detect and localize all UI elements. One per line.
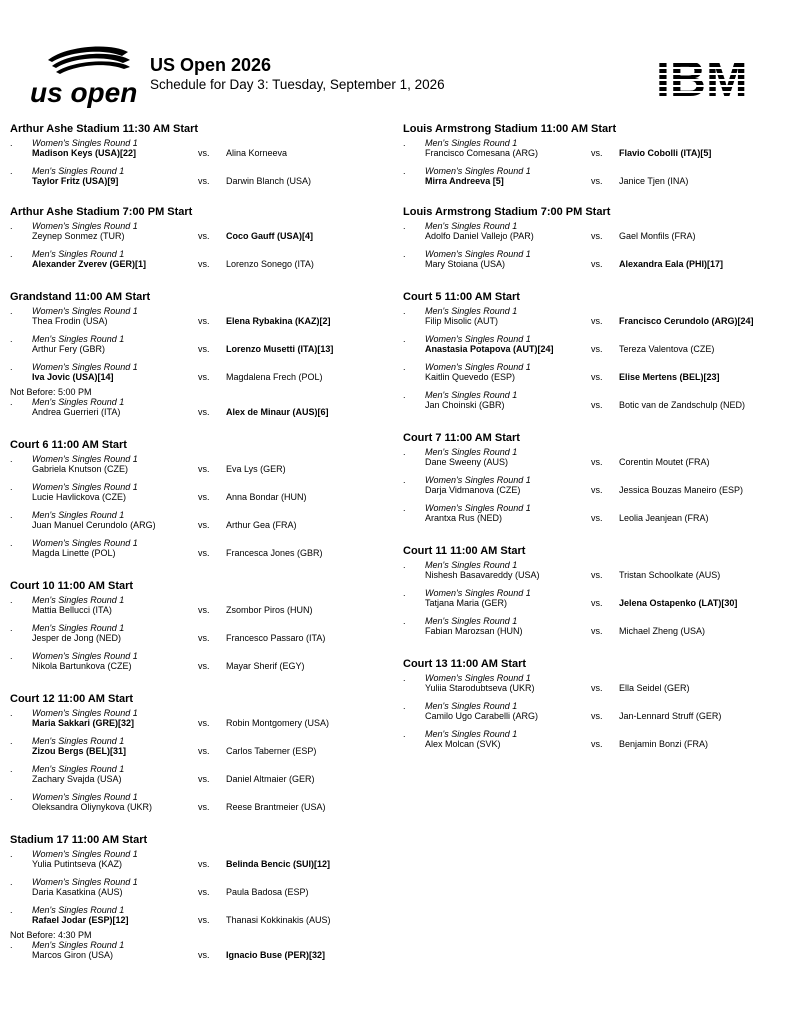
player-one: Iva Jovic (USA)[14] [32,372,114,382]
bullet: . [10,595,13,605]
bullet: . [403,362,406,372]
player-one: Nikola Bartunkova (CZE) [32,661,132,671]
event-name: Men's Singles Round 1 [425,390,518,400]
court-section [10,289,395,425]
player-two: Jessica Bouzas Maneiro (ESP) [619,485,744,495]
bullet: . [10,249,13,259]
court-section [10,691,395,820]
court-section [403,204,788,277]
player-two: Anna Bondar (HUN) [226,492,307,502]
versus-label: vs. [198,859,210,869]
player-two: Tereza Valentova (CZE) [619,344,715,354]
player-one: Darja Vidmanova (CZE) [425,485,521,495]
match-row [10,166,395,194]
player-one: Tatjana Maria (GER) [425,598,508,608]
player-two: Benjamin Bonzi (FRA) [619,739,709,749]
court-title: Court 7 11:00 AM Start [403,432,520,444]
event-name: Men's Singles Round 1 [425,447,518,457]
player-one: Thea Frodin (USA) [32,316,108,326]
player-two: Darwin Blanch (USA) [226,176,312,186]
match-row [10,334,395,362]
match-row [403,447,788,475]
match-row [403,221,788,249]
event-name: Women's Singles Round 1 [32,538,138,548]
match-row [10,651,395,679]
match-row [10,482,395,510]
versus-label: vs. [198,950,210,960]
ibm-logo [656,52,766,100]
us-open-logo [30,38,142,108]
match-row [10,708,395,736]
player-two: Botic van de Zandschulp (NED) [619,400,746,410]
bullet: . [10,306,13,316]
player-two: Francesca Jones (GBR) [226,548,323,558]
not-before-note: Not Before: 4:30 PM [10,930,92,940]
bullet: . [403,560,406,570]
match-row [403,560,788,588]
player-one: Rafael Jodar (ESP)[12] [32,915,129,925]
match-row [403,503,788,531]
event-name: Men's Singles Round 1 [425,138,518,148]
match-row [10,940,395,968]
bullet: . [10,623,13,633]
player-two: Zsombor Piros (HUN) [226,605,313,615]
match-row [10,362,395,390]
versus-label: vs. [198,464,210,474]
page-title: US Open 2026 [150,55,272,75]
court-section [10,121,395,194]
court-title: Arthur Ashe Stadium 11:30 AM Start [10,123,199,135]
bullet: . [10,166,13,176]
court-section [10,578,395,679]
player-two: Jan-Lennard Struff (GER) [619,711,722,721]
event-name: Women's Singles Round 1 [425,166,531,176]
event-name: Men's Singles Round 1 [32,905,125,915]
event-name: Men's Singles Round 1 [32,940,125,950]
player-two: Paula Badosa (ESP) [226,887,309,897]
player-two: Ignacio Buse (PER)[32] [226,950,326,960]
versus-label: vs. [591,231,603,241]
event-name: Men's Singles Round 1 [32,334,125,344]
match-row [10,595,395,623]
player-one: Daria Kasatkina (AUS) [32,887,123,897]
event-name: Men's Singles Round 1 [32,764,125,774]
versus-label: vs. [198,372,210,382]
player-two: Belinda Bencic (SUI)[12] [226,859,331,869]
player-one: Jan Choinski (GBR) [425,400,505,410]
bullet: . [403,729,406,739]
bullet: . [403,390,406,400]
bullet: . [10,538,13,548]
player-one: Andrea Guerrieri (ITA) [32,407,121,417]
versus-label: vs. [198,661,210,671]
match-row [10,306,395,334]
versus-label: vs. [198,633,210,643]
bullet: . [10,849,13,859]
player-two: Robin Montgomery (USA) [226,718,330,728]
svg-text:us open: us open [30,77,138,108]
match-row [403,588,788,616]
player-one: Maria Sakkari (GRE)[32] [32,718,135,728]
bullet: . [403,138,406,148]
court-section [403,289,788,418]
player-two: Corentin Moutet (FRA) [619,457,710,467]
court-section [403,121,788,194]
bullet: . [10,334,13,344]
player-one: Francisco Comesana (ARG) [425,148,539,158]
versus-label: vs. [198,231,210,241]
player-one: Fabian Marozsan (HUN) [425,626,523,636]
bullet: . [10,221,13,231]
player-one: Yuliia Starodubtseva (UKR) [425,683,535,693]
versus-label: vs. [198,887,210,897]
player-one: Kaitlin Quevedo (ESP) [425,372,516,382]
court-title: Louis Armstrong Stadium 7:00 PM Start [403,206,611,218]
bullet: . [403,249,406,259]
versus-label: vs. [591,457,603,467]
bullet: . [403,306,406,316]
bullet: . [10,792,13,802]
event-name: Men's Singles Round 1 [32,166,125,176]
bullet: . [10,454,13,464]
page-subtitle: Schedule for Day 3: Tuesday, September 1, 2026 [150,77,445,92]
versus-label: vs. [591,400,603,410]
match-row [10,249,395,277]
bullet: . [403,447,406,457]
match-row [10,849,395,877]
versus-label: vs. [591,372,603,382]
event-name: Women's Singles Round 1 [425,362,531,372]
bullet: . [403,503,406,513]
bullet: . [10,877,13,887]
event-name: Women's Singles Round 1 [425,673,531,683]
player-two: Lorenzo Musetti (ITA)[13] [226,344,334,354]
player-one: Filip Misolic (AUT) [425,316,498,326]
court-section [403,656,788,757]
event-name: Women's Singles Round 1 [32,221,138,231]
player-one: Camilo Ugo Carabelli (ARG) [425,711,539,721]
match-row [10,792,395,820]
event-name: Men's Singles Round 1 [32,510,125,520]
court-title: Court 5 11:00 AM Start [403,291,520,303]
court-section [10,204,395,277]
event-name: Women's Singles Round 1 [32,849,138,859]
event-name: Men's Singles Round 1 [32,249,125,259]
versus-label: vs. [198,492,210,502]
bullet: . [10,482,13,492]
versus-label: vs. [591,626,603,636]
player-two: Lorenzo Sonego (ITA) [226,259,314,269]
versus-label: vs. [591,711,603,721]
player-two: Elena Rybakina (KAZ)[2] [226,316,331,326]
player-two: Alexandra Eala (PHI)[17] [619,259,724,269]
event-name: Women's Singles Round 1 [425,334,531,344]
player-two: Jelena Ostapenko (LAT)[30] [619,598,738,608]
versus-label: vs. [591,259,603,269]
player-one: Anastasia Potapova (AUT)[24] [425,344,554,354]
player-two: Arthur Gea (FRA) [226,520,297,530]
player-two: Ella Seidel (GER) [619,683,690,693]
not-before-note: Not Before: 5:00 PM [10,387,92,397]
bullet: . [403,166,406,176]
event-name: Men's Singles Round 1 [32,595,125,605]
player-one: Taylor Fritz (USA)[9] [32,176,119,186]
player-two: Eva Lys (GER) [226,464,286,474]
versus-label: vs. [198,148,210,158]
event-name: Men's Singles Round 1 [425,560,518,570]
match-row [10,623,395,651]
player-one: Gabriela Knutson (CZE) [32,464,129,474]
bullet: . [403,334,406,344]
versus-label: vs. [198,316,210,326]
bullet: . [10,510,13,520]
event-name: Men's Singles Round 1 [425,701,518,711]
event-name: Men's Singles Round 1 [425,729,518,739]
player-one: Marcos Giron (USA) [32,950,114,960]
schedule-column-left [10,121,395,968]
match-row [10,736,395,764]
versus-label: vs. [591,344,603,354]
versus-label: vs. [198,718,210,728]
match-row [403,729,788,757]
match-row [403,138,788,166]
player-one: Mirra Andreeva [5] [425,176,504,186]
versus-label: vs. [198,407,210,417]
event-name: Women's Singles Round 1 [425,249,531,259]
player-two: Coco Gauff (USA)[4] [226,231,313,241]
player-two: Elise Mertens (BEL)[23] [619,372,720,382]
player-two: Alina Korneeva [226,148,288,158]
player-two: Francisco Cerundolo (ARG)[24] [619,316,754,326]
event-name: Women's Singles Round 1 [32,651,138,661]
player-one: Nishesh Basavareddy (USA) [425,570,540,580]
court-title: Court 12 11:00 AM Start [10,693,134,705]
versus-label: vs. [198,774,210,784]
event-name: Women's Singles Round 1 [425,503,531,513]
bullet: . [10,651,13,661]
court-title: Arthur Ashe Stadium 7:00 PM Start [10,206,193,218]
player-two: Tristan Schoolkate (AUS) [619,570,721,580]
event-name: Men's Singles Round 1 [32,736,125,746]
event-name: Women's Singles Round 1 [32,482,138,492]
match-row [10,510,395,538]
bullet: . [10,138,13,148]
match-row [403,673,788,701]
match-row [403,362,788,390]
bullet: . [403,475,406,485]
match-row [403,306,788,334]
player-one: Jesper de Jong (NED) [32,633,122,643]
court-section [10,832,395,968]
player-one: Zeynep Sonmez (TUR) [32,231,125,241]
player-two: Daniel Altmaier (GER) [226,774,315,784]
player-two: Michael Zheng (USA) [619,626,706,636]
match-row [403,334,788,362]
versus-label: vs. [198,802,210,812]
match-row [10,905,395,933]
court-title: Court 11 11:00 AM Start [403,545,526,557]
versus-label: vs. [198,746,210,756]
bullet: . [403,221,406,231]
match-row [10,877,395,905]
player-one: Mattia Bellucci (ITA) [32,605,112,615]
match-row [10,538,395,566]
versus-label: vs. [198,259,210,269]
match-row [10,454,395,482]
bullet: . [403,673,406,683]
player-two: Magdalena Frech (POL) [226,372,323,382]
versus-label: vs. [591,513,603,523]
player-one: Magda Linette (POL) [32,548,116,558]
versus-label: vs. [198,520,210,530]
event-name: Men's Singles Round 1 [425,221,518,231]
event-name: Men's Singles Round 1 [32,397,125,407]
match-row [10,764,395,792]
player-one: Arthur Fery (GBR) [32,344,106,354]
bullet: . [10,362,13,372]
schedule-column-right [403,121,788,757]
event-name: Women's Singles Round 1 [32,454,138,464]
court-section [403,543,788,644]
bullet: . [10,764,13,774]
event-name: Women's Singles Round 1 [425,475,531,485]
court-title: Court 6 11:00 AM Start [10,439,127,451]
bullet: . [10,397,13,407]
versus-label: vs. [591,570,603,580]
player-one: Alexander Zverev (GER)[1] [32,259,147,269]
player-two: Alex de Minaur (AUS)[6] [226,407,329,417]
page-header [0,0,798,110]
match-row [403,390,788,418]
player-two: Flavio Cobolli (ITA)[5] [619,148,712,158]
versus-label: vs. [198,344,210,354]
player-one: Arantxa Rus (NED) [425,513,503,523]
versus-label: vs. [198,176,210,186]
player-one: Dane Sweeny (AUS) [425,457,509,467]
court-title: Stadium 17 11:00 AM Start [10,834,148,846]
player-one: Juan Manuel Cerundolo (ARG) [32,520,156,530]
versus-label: vs. [591,148,603,158]
versus-label: vs. [591,739,603,749]
player-one: Zachary Svajda (USA) [32,774,122,784]
player-two: Mayar Sherif (EGY) [226,661,305,671]
event-name: Women's Singles Round 1 [425,588,531,598]
player-one: Adolfo Daniel Vallejo (PAR) [425,231,534,241]
versus-label: vs. [198,915,210,925]
player-two: Leolia Jeanjean (FRA) [619,513,709,523]
player-two: Reese Brantmeier (USA) [226,802,326,812]
versus-label: vs. [591,176,603,186]
match-row [10,397,395,425]
bullet: . [10,905,13,915]
player-two: Thanasi Kokkinakis (AUS) [226,915,331,925]
bullet: . [10,708,13,718]
player-one: Mary Stoiana (USA) [425,259,506,269]
event-name: Men's Singles Round 1 [425,616,518,626]
match-row [403,701,788,729]
event-name: Women's Singles Round 1 [32,877,138,887]
court-section [403,430,788,531]
match-row [403,616,788,644]
player-one: Lucie Havlickova (CZE) [32,492,127,502]
event-name: Women's Singles Round 1 [32,138,138,148]
versus-label: vs. [198,605,210,615]
bullet: . [403,588,406,598]
player-one: Yulia Putintseva (KAZ) [32,859,123,869]
player-two: Carlos Taberner (ESP) [226,746,317,756]
event-name: Women's Singles Round 1 [32,362,138,372]
event-name: Women's Singles Round 1 [32,306,138,316]
player-two: Gael Monfils (FRA) [619,231,696,241]
player-two: Francesco Passaro (ITA) [226,633,326,643]
court-title: Court 10 11:00 AM Start [10,580,134,592]
court-section [10,437,395,566]
match-row [10,138,395,166]
versus-label: vs. [591,316,603,326]
match-row [403,166,788,194]
bullet: . [403,701,406,711]
versus-label: vs. [591,598,603,608]
bullet: . [10,940,13,950]
event-name: Women's Singles Round 1 [32,708,138,718]
court-title: Grandstand 11:00 AM Start [10,291,151,303]
match-row [10,221,395,249]
event-name: Men's Singles Round 1 [32,623,125,633]
court-title: Louis Armstrong Stadium 11:00 AM Start [403,123,617,135]
player-one: Alex Molcan (SVK) [425,739,501,749]
court-title: Court 13 11:00 AM Start [403,658,527,670]
versus-label: vs. [591,683,603,693]
bullet: . [10,736,13,746]
player-two: Janice Tjen (INA) [619,176,689,186]
versus-label: vs. [198,548,210,558]
match-row [403,249,788,277]
bullet: . [403,616,406,626]
player-one: Oleksandra Oliynykova (UKR) [32,802,153,812]
versus-label: vs. [591,485,603,495]
event-name: Men's Singles Round 1 [425,306,518,316]
match-row [403,475,788,503]
player-one: Zizou Bergs (BEL)[31] [32,746,127,756]
event-name: Women's Singles Round 1 [32,792,138,802]
player-one: Madison Keys (USA)[22] [32,148,137,158]
